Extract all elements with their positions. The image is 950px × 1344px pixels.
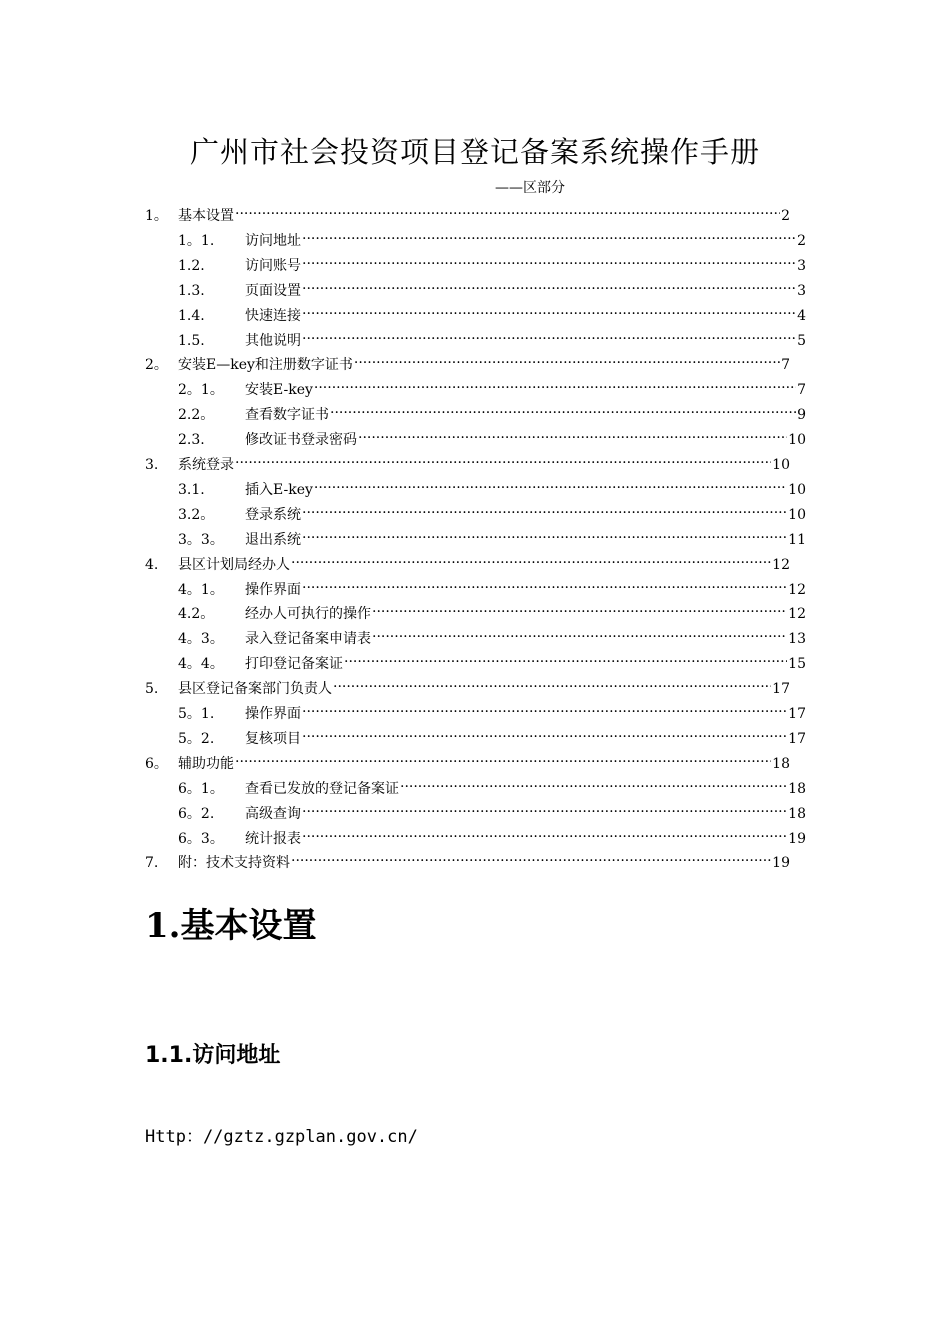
toc-entry-number: 7. <box>145 855 159 872</box>
toc-entry[interactable] <box>178 474 806 498</box>
section-heading: 1.基本设置 <box>145 906 317 946</box>
toc-entry[interactable] <box>178 798 806 822</box>
toc-dot-leader <box>302 574 787 594</box>
toc-entry[interactable] <box>178 325 806 349</box>
toc-entry-number: 5。1. <box>178 706 215 722</box>
toc-entry-title: 基本设置 <box>178 208 234 224</box>
toc-entry-number: 2。1。 <box>178 382 224 399</box>
toc-entry-number: 3. <box>145 457 159 473</box>
toc-entry-page: 18 <box>788 805 806 822</box>
toc-entry-title: 系统登录 <box>178 457 234 473</box>
toc-entry-page: 11 <box>788 531 806 548</box>
toc-entry-page: 17 <box>788 730 806 747</box>
toc-dot-leader <box>291 847 771 867</box>
toc-entry[interactable] <box>145 673 790 698</box>
toc-entry-page: 13 <box>788 631 806 648</box>
toc-entry-title: 查看已发放的登记备案证 <box>245 780 399 797</box>
toc-entry-number: 1.2. <box>178 257 205 274</box>
toc-dot-leader <box>302 698 787 718</box>
toc-dot-leader <box>302 325 796 345</box>
toc-entry-page: 17 <box>788 706 806 722</box>
toc-entry-number: 1.5. <box>178 332 205 349</box>
toc-dot-leader <box>330 399 796 419</box>
toc-entry-page: 7 <box>797 382 806 399</box>
toc-entry-page: 3 <box>797 282 806 299</box>
toc-dot-leader <box>372 598 787 618</box>
toc-entry-number: 1.4. <box>178 307 205 324</box>
toc-dot-leader <box>302 300 796 320</box>
toc-entry[interactable] <box>178 773 806 797</box>
toc-dot-leader <box>302 524 787 544</box>
toc-entry[interactable] <box>178 250 806 274</box>
toc-entry-number: 1。 <box>145 208 168 224</box>
toc-entry-page: 4 <box>797 307 806 324</box>
toc-entry-number: 3.1. <box>178 481 205 498</box>
subsection-heading: 1.1.访问地址 <box>145 1043 281 1068</box>
toc-entry-title: 快速连接 <box>245 307 301 324</box>
toc-entry-number: 4。4。 <box>178 656 224 673</box>
toc-entry-page: 10 <box>788 432 806 449</box>
toc-entry-page: 7 <box>781 357 790 374</box>
toc-entry-number: 6。1。 <box>178 780 224 797</box>
toc-entry-number: 4。1。 <box>178 581 224 598</box>
toc-entry[interactable] <box>178 300 806 324</box>
toc-entry-title: 退出系统 <box>245 531 301 548</box>
toc-entry-number: 6。3。 <box>178 830 224 847</box>
toc-entry-title: 录入登记备案申请表 <box>245 631 371 648</box>
toc-dot-leader <box>302 823 787 843</box>
toc-entry-title: 复核项目 <box>245 730 301 747</box>
toc-entry-number: 2.3. <box>178 432 205 449</box>
toc-dot-leader <box>302 275 796 295</box>
toc-dot-leader <box>372 623 787 643</box>
toc-entry-title: 登录系统 <box>245 506 301 523</box>
toc-entry-number: 3.2。 <box>178 506 215 523</box>
toc-dot-leader <box>400 773 787 793</box>
toc-entry-page: 10 <box>788 481 806 498</box>
toc-entry-title: 页面设置 <box>245 282 301 299</box>
toc-dot-leader <box>333 673 771 693</box>
toc-entry-page: 3 <box>797 257 806 274</box>
toc-dot-leader <box>344 648 787 668</box>
toc-entry-page: 10 <box>788 506 806 523</box>
toc-entry-page: 17 <box>772 681 790 698</box>
toc-entry-number: 5。2. <box>178 730 215 747</box>
toc-dot-leader <box>302 798 787 818</box>
toc-dot-leader <box>358 424 787 444</box>
toc-entry-number: 1。1. <box>178 232 215 249</box>
toc-entry-title: 访问账号 <box>245 257 301 274</box>
toc-entry-page: 2 <box>797 232 806 249</box>
toc-entry-page: 19 <box>788 830 806 847</box>
toc-entry-page: 12 <box>788 606 806 623</box>
toc-dot-leader <box>302 499 787 519</box>
toc-entry[interactable] <box>178 424 806 449</box>
toc-entry-page: 9 <box>797 407 806 424</box>
toc-entry-title: 操作界面 <box>245 706 301 722</box>
toc-entry[interactable] <box>178 499 806 523</box>
toc-dot-leader <box>235 200 780 220</box>
toc-dot-leader <box>235 748 771 768</box>
toc-entry[interactable] <box>178 374 806 399</box>
toc-entry-number: 2。 <box>145 357 168 374</box>
toc-entry-number: 4. <box>145 556 159 573</box>
toc-entry[interactable] <box>145 748 790 772</box>
toc-entry-number: 5. <box>145 681 159 698</box>
toc-entry-number: 1.3. <box>178 282 205 299</box>
toc-entry-page: 2 <box>781 208 790 224</box>
toc-entry[interactable] <box>178 723 806 747</box>
toc-dot-leader <box>302 225 796 245</box>
toc-entry[interactable] <box>145 847 790 872</box>
toc-entry[interactable] <box>178 225 806 249</box>
toc-dot-leader <box>302 250 796 270</box>
toc-entry-page: 18 <box>772 755 790 772</box>
toc-entry-page: 12 <box>788 581 806 598</box>
toc-entry-title: 查看数字证书 <box>245 407 329 424</box>
toc-entry[interactable] <box>178 823 806 847</box>
toc-entry-page: 19 <box>772 855 790 872</box>
toc-entry-title: 经办人可执行的操作 <box>245 606 371 623</box>
access-url[interactable]: Http：//gztz.gzplan.gov.cn/ <box>145 1127 418 1147</box>
toc-entry-number: 4.2。 <box>178 606 215 623</box>
toc-dot-leader <box>354 349 780 369</box>
document-subtitle: ——区部分 <box>495 180 565 196</box>
toc-entry-title: 县区计划局经办人 <box>178 556 290 573</box>
toc-entry-title: 附：技术支持资料 <box>178 855 290 872</box>
toc-entry[interactable] <box>145 449 790 473</box>
toc-entry[interactable] <box>178 598 806 623</box>
toc-entry[interactable] <box>178 698 806 722</box>
toc-entry-number: 4。3。 <box>178 631 224 648</box>
toc-entry-title: 辅助功能 <box>178 755 234 772</box>
toc-entry-title: 统计报表 <box>245 830 301 847</box>
toc-entry-page: 10 <box>772 457 790 473</box>
toc-entry-number: 6。2. <box>178 805 215 822</box>
document-title: 广州市社会投资项目登记备案系统操作手册 <box>189 135 760 169</box>
toc-entry-title: 插入E-key <box>245 481 313 498</box>
toc-entry[interactable] <box>178 623 806 648</box>
toc-entry-title: 访问地址 <box>245 232 301 249</box>
toc-entry-title: 高级查询 <box>245 805 301 822</box>
toc-entry-page: 15 <box>788 656 806 673</box>
toc-entry-number: 6。 <box>145 755 168 772</box>
toc-dot-leader <box>302 723 787 743</box>
toc-entry-title: 其他说明 <box>245 332 301 349</box>
toc-entry-title: 打印登记备案证 <box>245 656 343 673</box>
toc-dot-leader <box>314 374 796 394</box>
toc-entry-title: 安装E—key和注册数字证书 <box>178 357 353 374</box>
toc-entry-title: 安装E-key <box>245 382 313 399</box>
toc-entry[interactable] <box>178 574 806 598</box>
toc-dot-leader <box>235 449 771 469</box>
toc-entry-number: 3。3。 <box>178 531 224 548</box>
toc-entry-page: 12 <box>772 556 790 573</box>
toc-entry-title: 操作界面 <box>245 581 301 598</box>
toc-entry-page: 18 <box>788 780 806 797</box>
toc-entry[interactable] <box>178 524 806 548</box>
toc-dot-leader <box>291 549 771 569</box>
toc-entry-page: 5 <box>797 332 806 349</box>
toc-entry[interactable] <box>178 399 806 424</box>
toc-entry[interactable] <box>178 275 806 299</box>
toc-entry[interactable] <box>178 648 806 673</box>
toc-entry[interactable] <box>145 549 790 573</box>
toc-entry-title: 修改证书登录密码 <box>245 432 357 449</box>
toc-entry-number: 2.2。 <box>178 407 215 424</box>
toc-entry[interactable] <box>145 349 790 374</box>
toc-entry[interactable] <box>145 200 790 224</box>
toc-entry-title: 县区登记备案部门负责人 <box>178 681 332 698</box>
toc-dot-leader <box>314 474 787 494</box>
